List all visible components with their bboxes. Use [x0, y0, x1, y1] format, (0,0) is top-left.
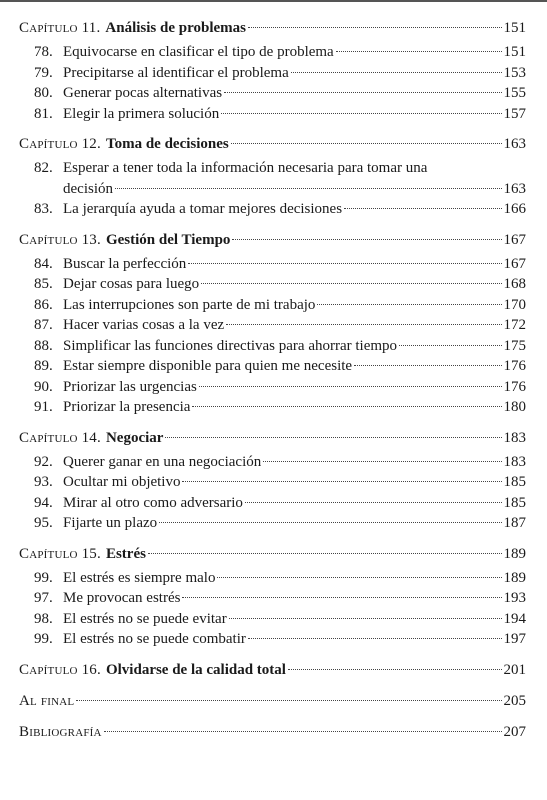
- entry-first-line: [0, 158, 547, 179]
- entry-number: 83.: [34, 201, 53, 217]
- chapter-heading[interactable]: [0, 133, 547, 155]
- chapter-12-section: [0, 133, 547, 220]
- chapter-heading[interactable]: [0, 17, 547, 39]
- chapter-14-section: [0, 427, 547, 534]
- chapter-title: Estrés: [105, 545, 146, 562]
- final-label: Al final: [19, 692, 75, 709]
- toc-entry[interactable]: [0, 63, 547, 84]
- dot-leader: [221, 113, 501, 114]
- entry-text: Las interrupciones son parte de mi trabajo: [63, 296, 316, 313]
- chapter-title: Gestión del Tiempo: [105, 231, 231, 248]
- table-of-contents: [0, 17, 547, 752]
- entry-text: La jerarquía ayuda a tomar mejores decisiones: [63, 201, 343, 217]
- chapter-heading[interactable]: [0, 543, 547, 565]
- entry-number: 99.: [34, 569, 53, 586]
- toc-entry[interactable]: [0, 568, 547, 589]
- dot-leader: [336, 51, 502, 52]
- dot-leader: [76, 700, 501, 701]
- dot-leader: [115, 188, 502, 189]
- toc-entry[interactable]: [0, 377, 547, 398]
- dot-leader: [288, 669, 502, 670]
- dot-leader: [199, 386, 502, 387]
- toc-entry[interactable]: [0, 609, 547, 630]
- chapter-heading[interactable]: [0, 659, 547, 681]
- entry-number: 97.: [34, 590, 53, 606]
- entry-text: El estrés es siempre malo: [63, 569, 216, 586]
- chapter-15-section: [0, 543, 547, 650]
- entry-number: 80.: [34, 85, 53, 101]
- entry-text: El estrés no se puede combatir: [63, 631, 246, 647]
- dot-leader: [399, 345, 501, 346]
- entry-text: Mirar al otro como adversario: [63, 494, 243, 511]
- dot-leader: [159, 522, 501, 523]
- entry-number: 91.: [34, 399, 53, 415]
- entry-number: 86.: [34, 296, 53, 313]
- dot-leader: [354, 365, 501, 366]
- toc-entry[interactable]: [0, 356, 547, 377]
- chapter-heading[interactable]: [0, 427, 547, 449]
- dot-leader: [291, 72, 502, 73]
- entry-number: 89.: [34, 358, 53, 374]
- chapter-label: Capítulo 11.: [19, 20, 101, 36]
- entry-text: Simplificar las funciones directivas para ahorrar tiempo: [63, 337, 398, 354]
- entry-number: 82.: [34, 160, 53, 176]
- bibliography-label: Bibliografía: [19, 723, 102, 740]
- entry-number: 93.: [34, 474, 53, 490]
- entry-number: 98.: [34, 610, 53, 627]
- page-number: 194: [503, 610, 526, 627]
- page-number: 153: [503, 64, 526, 81]
- dot-leader: [231, 143, 502, 144]
- entry-text: Querer ganar en una negociación: [63, 453, 262, 470]
- dot-leader: [248, 27, 502, 28]
- page-number: 187: [503, 515, 526, 531]
- page-number: 189: [503, 569, 526, 586]
- toc-entry[interactable]: [0, 83, 547, 104]
- page-number: 172: [503, 317, 526, 333]
- toc-entry[interactable]: [0, 452, 547, 473]
- toc-entry[interactable]: [0, 158, 547, 199]
- toc-entry[interactable]: [0, 274, 547, 295]
- toc-entry[interactable]: [0, 493, 547, 514]
- page-number: 151: [503, 20, 526, 36]
- toc-entry[interactable]: [0, 295, 547, 316]
- entry-number: 92.: [34, 453, 53, 470]
- dot-leader: [344, 208, 501, 209]
- entry-number: 85.: [34, 276, 53, 292]
- chapter-label: Capítulo 14.: [19, 429, 101, 446]
- chapter-16-section: [0, 659, 547, 681]
- entry-text: Precipitarse al identificar el problema: [63, 64, 289, 81]
- dot-leader: [182, 597, 501, 598]
- page-number: 183: [503, 453, 526, 470]
- dot-leader: [201, 283, 501, 284]
- toc-entry[interactable]: [0, 315, 547, 336]
- entry-number: 88.: [34, 337, 53, 354]
- page-number: 189: [503, 545, 526, 562]
- entry-number: 90.: [34, 378, 53, 395]
- entry-second-line: [0, 179, 547, 200]
- page-number: 163: [503, 180, 526, 197]
- entry-text: Buscar la perfección: [63, 255, 187, 272]
- dot-leader: [232, 239, 501, 240]
- page-number: 180: [503, 399, 526, 415]
- entry-number: 99.: [34, 631, 53, 647]
- dot-leader: [188, 263, 501, 264]
- dot-leader: [263, 461, 501, 462]
- dot-leader: [165, 437, 501, 438]
- page-number: 175: [503, 337, 526, 354]
- page-number: 157: [503, 105, 526, 122]
- entry-text: Equivocarse en clasificar el tipo de problema: [63, 44, 334, 60]
- entry-text: Priorizar la presencia: [63, 399, 191, 415]
- dot-leader: [148, 553, 502, 554]
- page-number: 176: [503, 378, 526, 395]
- chapter-title: Análisis de problemas: [105, 20, 246, 36]
- entry-text-continued: decisión: [63, 180, 113, 197]
- toc-entry[interactable]: [0, 588, 547, 609]
- page-number: 183: [503, 429, 526, 446]
- page-number: 205: [503, 692, 526, 709]
- entry-text: Elegir la primera solución: [63, 105, 220, 122]
- page-number: 170: [503, 296, 526, 313]
- toc-entry[interactable]: [0, 104, 547, 125]
- dot-leader: [217, 577, 501, 578]
- entry-text: Fijarte un plazo: [63, 515, 158, 531]
- dot-leader: [248, 638, 502, 639]
- entry-text: Generar pocas alternativas: [63, 85, 223, 101]
- entry-number: 87.: [34, 317, 53, 333]
- page-number: 185: [503, 494, 526, 511]
- final-section: [0, 690, 547, 712]
- chapter-label: Capítulo 13.: [19, 231, 101, 248]
- chapter-label: Capítulo 15.: [19, 545, 101, 562]
- entry-number: 79.: [34, 64, 53, 81]
- page-number: 155: [503, 85, 526, 101]
- entry-text: Priorizar las urgencias: [63, 378, 197, 395]
- entry-number: 94.: [34, 494, 53, 511]
- dot-leader: [317, 304, 501, 305]
- chapter-heading[interactable]: [0, 229, 547, 251]
- entry-text: Me provocan estrés: [63, 590, 181, 606]
- dot-leader: [192, 406, 501, 407]
- chapter-title: Toma de decisiones: [105, 136, 229, 152]
- entry-text: Esperar a tener toda la información necesaria para tomar una: [63, 160, 428, 176]
- page-number: 167: [503, 231, 526, 248]
- final-heading[interactable]: [0, 690, 547, 712]
- toc-entry[interactable]: [0, 42, 547, 63]
- toc-entry[interactable]: [0, 397, 547, 418]
- page-number: 166: [503, 201, 526, 217]
- chapter-label: Capítulo 16.: [19, 661, 101, 678]
- page-number: 168: [503, 276, 526, 292]
- page-number: 185: [503, 474, 526, 490]
- bibliography-heading[interactable]: [0, 721, 547, 743]
- page-number: 207: [503, 723, 526, 740]
- toc-entry[interactable]: [0, 629, 547, 650]
- entry-number: 84.: [34, 255, 53, 272]
- toc-entry[interactable]: [0, 336, 547, 357]
- page-number: 163: [503, 136, 526, 152]
- entry-text: Ocultar mi objetivo: [63, 474, 181, 490]
- bibliography-section: [0, 721, 547, 743]
- toc-entry[interactable]: [0, 513, 547, 534]
- page-number: 193: [503, 590, 526, 606]
- entry-number: 95.: [34, 515, 53, 531]
- entry-text: Dejar cosas para luego: [63, 276, 200, 292]
- entry-text: El estrés no se puede evitar: [63, 610, 227, 627]
- entry-number: 78.: [34, 44, 53, 60]
- chapter-title: Olvidarse de la calidad total: [105, 661, 286, 678]
- page-number: 167: [503, 255, 526, 272]
- chapter-11-section: [0, 17, 547, 124]
- page-number: 151: [503, 44, 526, 60]
- dot-leader: [104, 731, 502, 732]
- dot-leader: [182, 481, 501, 482]
- dot-leader: [226, 324, 501, 325]
- dot-leader: [229, 618, 502, 619]
- page-number: 197: [503, 631, 526, 647]
- dot-leader: [224, 92, 501, 93]
- toc-entry[interactable]: [0, 199, 547, 220]
- toc-entry[interactable]: [0, 472, 547, 493]
- page-number: 201: [503, 661, 526, 678]
- toc-entry[interactable]: [0, 254, 547, 275]
- chapter-title: Negociar: [105, 429, 164, 446]
- entry-text: Estar siempre disponible para quien me necesite: [63, 358, 353, 374]
- chapter-13-section: [0, 229, 547, 418]
- chapter-label: Capítulo 12.: [19, 136, 101, 152]
- entry-number: 81.: [34, 105, 53, 122]
- entry-text: Hacer varias cosas a la vez: [63, 317, 225, 333]
- page-number: 176: [503, 358, 526, 374]
- top-rule: [0, 0, 547, 2]
- dot-leader: [245, 502, 502, 503]
